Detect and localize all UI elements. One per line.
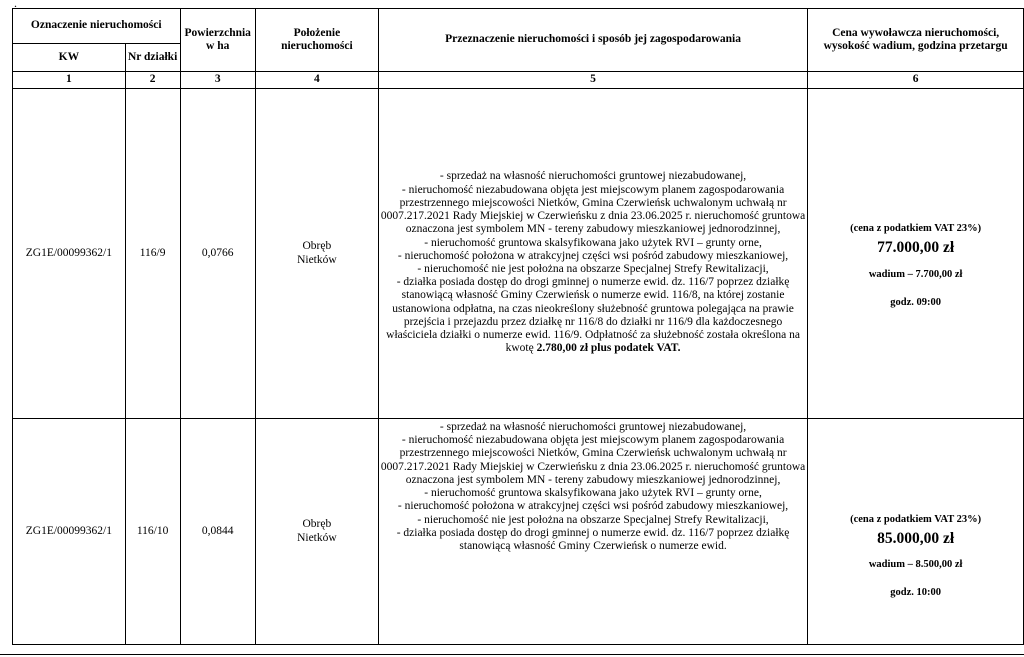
table-row bbox=[13, 419, 1024, 645]
stray-dot: . bbox=[14, 0, 17, 10]
price-note: (cena z podatkiem VAT 23%) bbox=[850, 223, 982, 234]
property-table bbox=[12, 8, 1024, 645]
col-number: 5 bbox=[378, 72, 807, 89]
location-cell: Obręb Nietków bbox=[255, 89, 378, 419]
description-cell bbox=[378, 419, 807, 645]
desc-line: - działka posiada dostęp do drogi gminnej o numerze ewid. dz. 116/7 poprzez działkę stanowiącą własność Gminy Czerwieńsk o numerze ewid. bbox=[396, 526, 790, 552]
desc-line: - nieruchomość niezabudowana objęta jest miejscowym planem zagospodarowania przestrzennego miejscowości Nietków, Gmina Czerwieńsk uchwalonym uchwałą nr 0007.217.2021 Rady Miejskiej w Czerwieńsku z dnia 23.06.2025 r. nieruchomość gruntowa oznaczona jest symbolem MN - tereny zabudowy mieszkaniowej jednorodzinnej, bbox=[380, 183, 806, 236]
desc-line: - nieruchomość położona w atrakcyjnej części wsi pośród zabudowy mieszkaniowej, bbox=[397, 249, 789, 262]
header-przeznaczenie: Przeznaczenie nieruchomości i sposób jej zagospodarowania bbox=[378, 9, 807, 72]
description-cell bbox=[378, 89, 807, 419]
desc-line: - nieruchomość niezabudowana objęta jest miejscowym planem zagospodarowania przestrzennego miejscowości Nietków, Gmina Czerwieńsk uchwalonym uchwałą nr 0007.217.2021 Rady Miejskiej w Czerwieńsku z dnia 23.06.2025 r. nieruchomość gruntowa oznaczona jest symbolem MN - tereny zabudowy mieszkaniowej jednorodzinnej, bbox=[380, 434, 806, 486]
desc-line bbox=[379, 276, 807, 355]
header-nr-dzialki: Nr działki bbox=[125, 44, 180, 72]
desc-line: - nieruchomość nie jest położna na obszarze Specjalnej Strefy Rewitalizacji, bbox=[417, 263, 769, 275]
desc-text: - działka posiada dostęp do drogi gminnej o numerze ewid. dz. 116/7 poprzez działkę stanowiącą własność Gminy Czerwieńsk o numerze ewid. 116/8, na której zostanie ustanowiona odpłatna, na czas nieokreślony służebność gruntowa polegająca na prawie przejścia i przejazdu przez działkę nr 116/8 do działki nr 116/9 dla każdoczesnego właściciela działki o numerze ewid. 116/9. Odpłatność za służebność została określona na kwotę bbox=[386, 276, 800, 355]
header-cena: Cena wywoławcza nieruchomości, wysokość wadium, godzina przetargu bbox=[808, 9, 1024, 72]
col-number: 1 bbox=[13, 72, 126, 89]
price-note: (cena z podatkiem VAT 23%) bbox=[850, 513, 982, 525]
desc-line: - sprzedaż na własność nieruchomości gruntowej niezabudowanej, bbox=[439, 421, 747, 433]
plot-number-cell: 116/9 bbox=[125, 89, 180, 419]
col-number: 6 bbox=[808, 72, 1024, 89]
desc-line: - nieruchomość gruntowa skalsyfikowana jako użytek RVI – grunty orne, bbox=[424, 236, 762, 249]
area-cell: 0,0766 bbox=[180, 89, 255, 419]
desc-line: - nieruchomość nie jest położna na obszarze Specjalnej Strefy Rewitalizacji, bbox=[417, 513, 769, 526]
header-polozenie: Położenie nieruchomości bbox=[255, 9, 378, 72]
price-value: 85.000,00 zł bbox=[877, 529, 955, 547]
table-row bbox=[13, 89, 1024, 419]
kw-cell: ZG1E/00099362/1 bbox=[13, 419, 126, 645]
wadium: wadium – 7.700,00 zł bbox=[868, 268, 963, 280]
price-value: 77.000,00 zł bbox=[877, 239, 955, 257]
desc-line: - sprzedaż na własność nieruchomości gruntowej niezabudowanej, bbox=[439, 170, 747, 183]
kw-cell: ZG1E/00099362/1 bbox=[13, 89, 126, 419]
header-powierzchnia: Powierzchnia w ha bbox=[180, 9, 255, 72]
desc-bold-amount: 2.780,00 zł plus podatek VAT. bbox=[536, 342, 681, 355]
page-bottom-rule bbox=[0, 654, 1024, 655]
header-oznaczenie: Oznaczenie nieruchomości bbox=[13, 9, 181, 44]
col-number: 3 bbox=[180, 72, 255, 89]
plot-number-cell: 116/10 bbox=[125, 419, 180, 645]
price-cell bbox=[808, 89, 1024, 419]
wadium: wadium – 8.500,00 zł bbox=[868, 559, 963, 571]
location-cell: Obręb Nietków bbox=[255, 419, 378, 645]
auction-hour: godz. 10:00 bbox=[890, 587, 942, 599]
auction-hour: godz. 09:00 bbox=[890, 296, 942, 308]
area-cell: 0,0844 bbox=[180, 419, 255, 645]
desc-line: - nieruchomość gruntowa skalsyfikowana jako użytek RVI – grunty orne, bbox=[424, 487, 762, 500]
header-kw: KW bbox=[13, 44, 126, 72]
desc-line: - nieruchomość położona w atrakcyjnej części wsi pośród zabudowy mieszkaniowej, bbox=[397, 500, 789, 513]
price-cell bbox=[808, 419, 1024, 645]
col-number: 4 bbox=[255, 72, 378, 89]
col-number: 2 bbox=[125, 72, 180, 89]
